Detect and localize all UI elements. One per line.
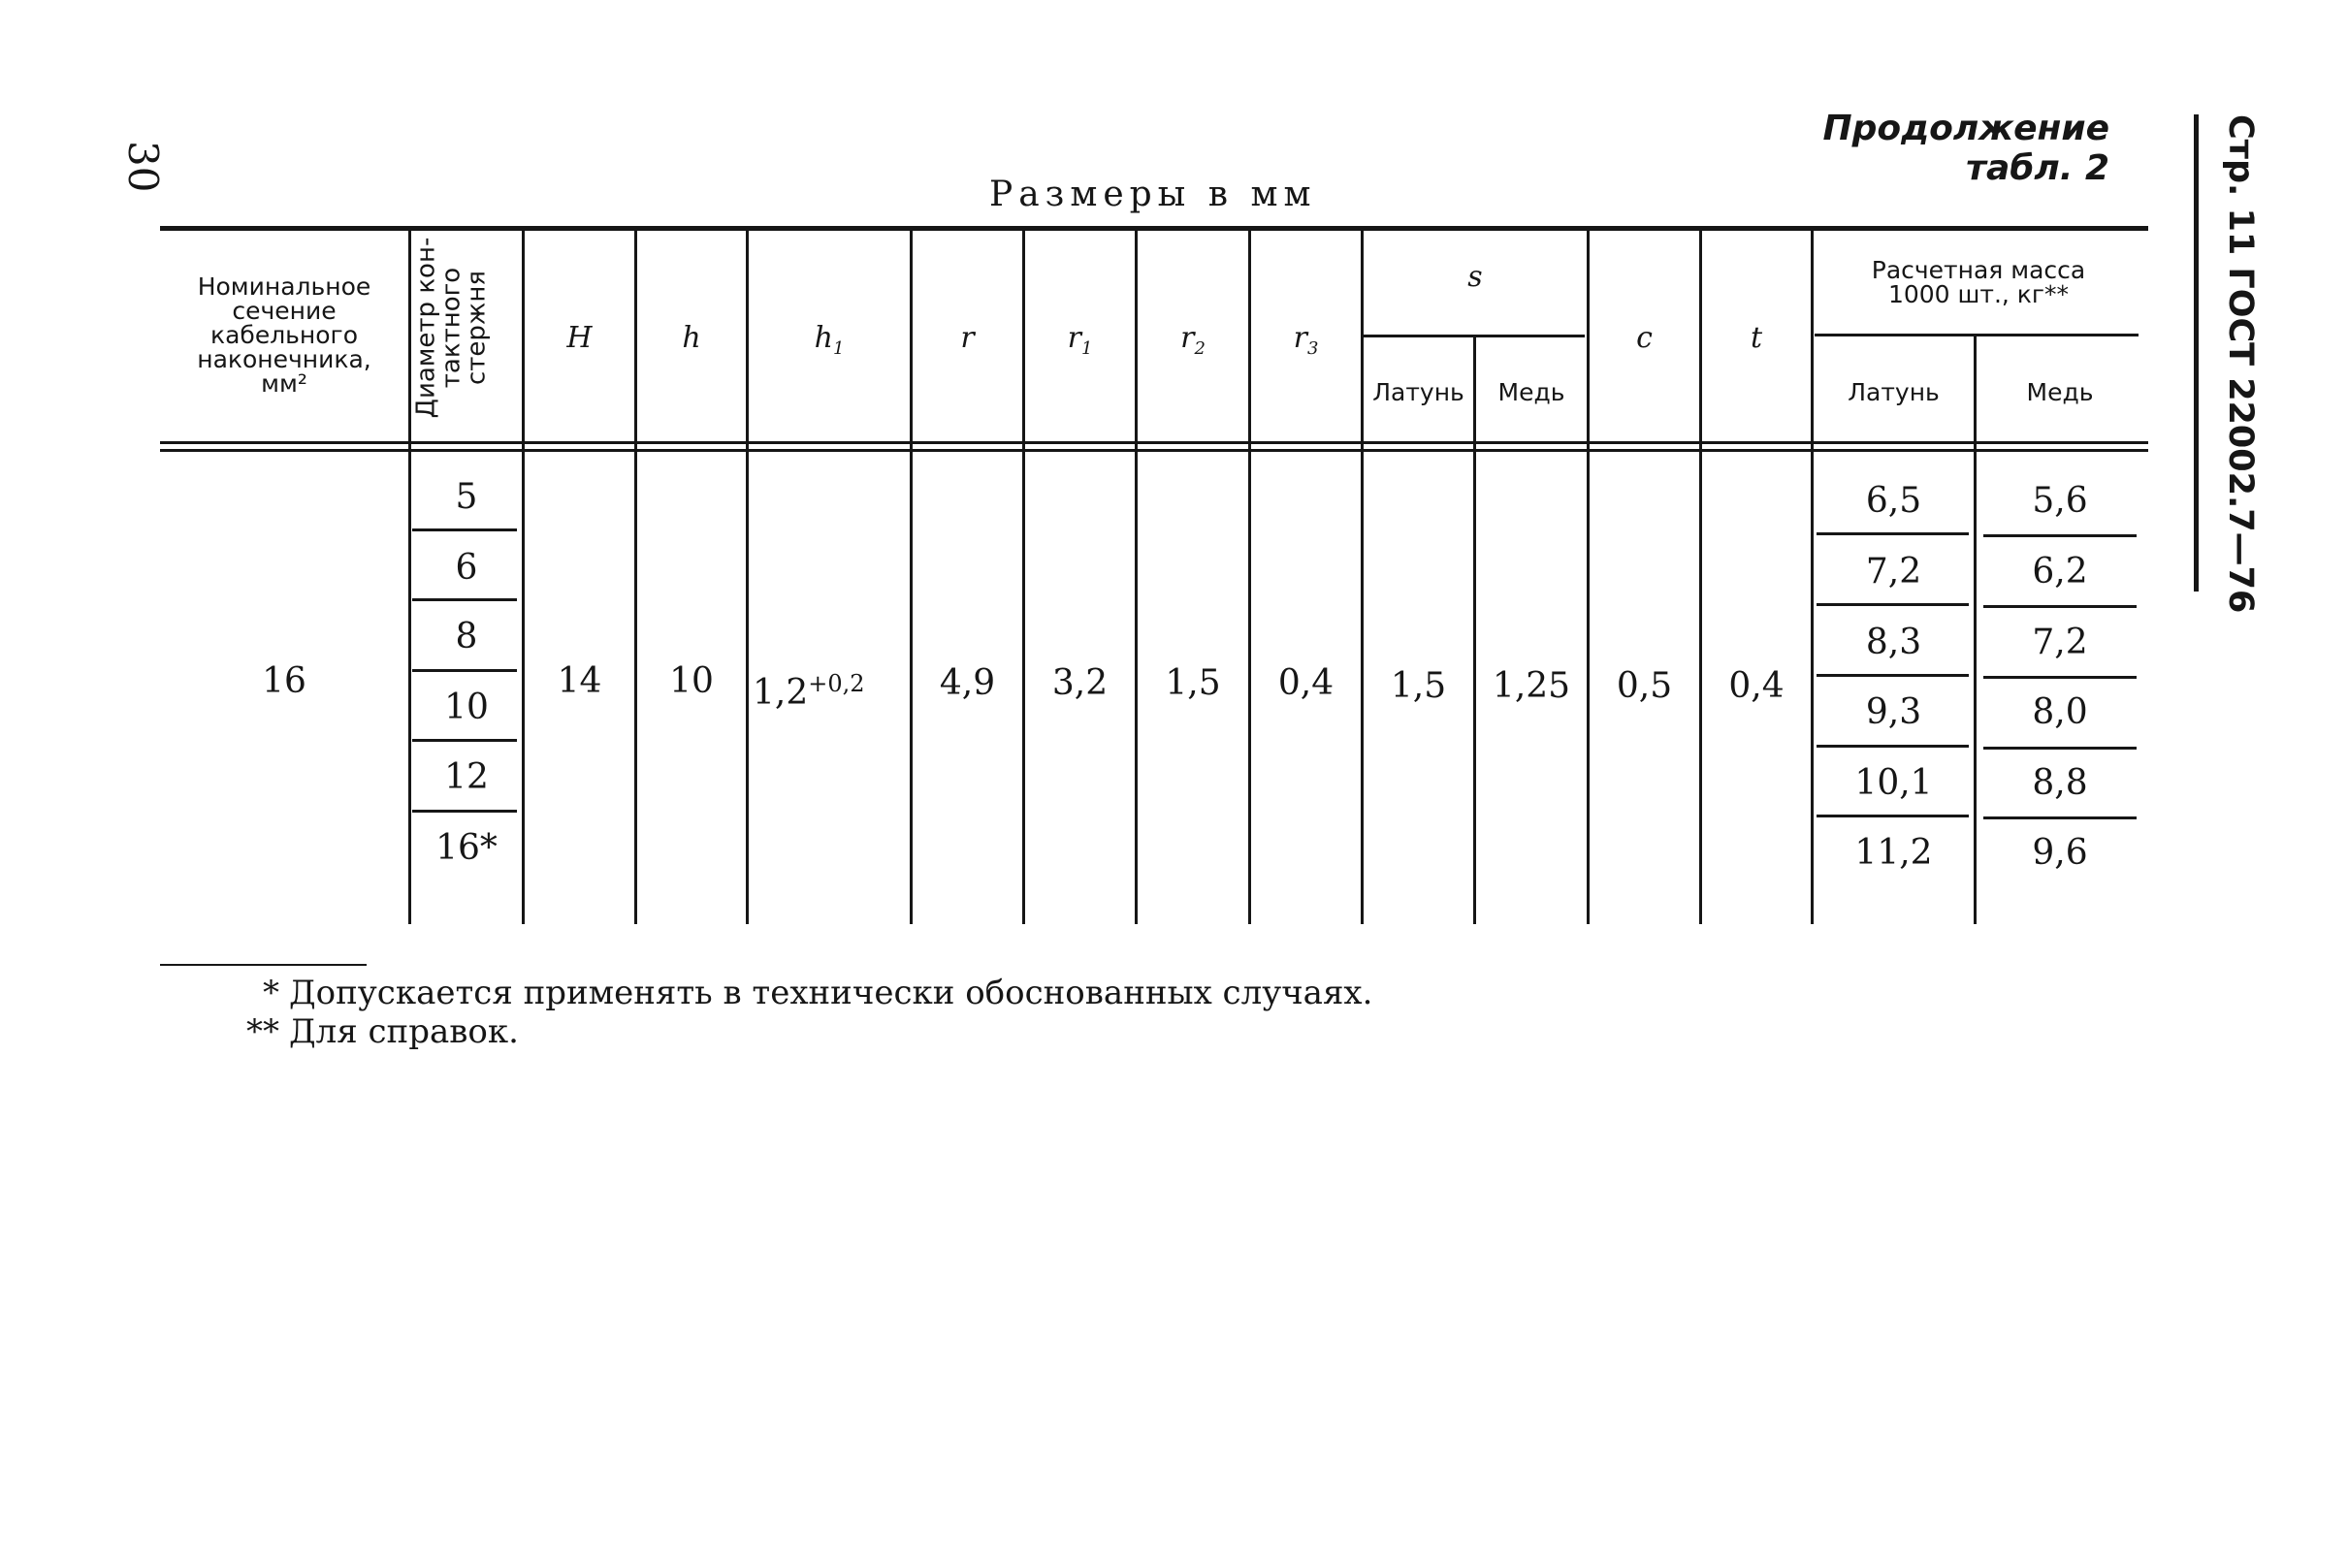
header-h: h bbox=[682, 321, 701, 355]
copper-row-rule-5 bbox=[1983, 816, 2137, 819]
cell-mass-brass: 10,1 bbox=[1854, 763, 1933, 803]
cell-h1 bbox=[753, 664, 910, 713]
footnote-text: Для справок. bbox=[289, 1012, 519, 1051]
cell-nominal-section: 16 bbox=[262, 661, 306, 701]
cell-diameter: 10 bbox=[444, 688, 489, 727]
cell-mass-brass: 8,3 bbox=[1865, 623, 1922, 662]
header-r2-base: r bbox=[1180, 321, 1195, 355]
col-line-9 bbox=[1361, 226, 1364, 924]
side-rule bbox=[2194, 114, 2199, 592]
header-r3-sub: 3 bbox=[1306, 338, 1319, 359]
header-diameter-line-3: стержня bbox=[462, 270, 492, 386]
cell-t: 0,4 bbox=[1728, 666, 1785, 706]
diam-row-rule-1 bbox=[412, 528, 517, 531]
cell-diameter: 6 bbox=[455, 548, 478, 588]
cell-mass-brass: 6,5 bbox=[1865, 481, 1922, 521]
cell-diameter: 8 bbox=[455, 617, 478, 656]
header-mass bbox=[1814, 258, 2143, 306]
header-h1-base: h bbox=[814, 321, 833, 355]
diam-row-rule-3 bbox=[412, 669, 517, 672]
cell-s-brass: 1,5 bbox=[1390, 666, 1447, 706]
header-mass-copper: Медь bbox=[2026, 378, 2094, 406]
footnote-rule bbox=[160, 964, 367, 966]
cell-r3: 0,4 bbox=[1277, 663, 1335, 703]
footnote-text: Допускается применять в технически обоснованных случаях. bbox=[289, 974, 1373, 1012]
header-nominal-line-2: сечение bbox=[232, 297, 337, 325]
header-h1 bbox=[749, 321, 910, 359]
cell-h1-tolerance: +0,2 bbox=[808, 670, 865, 697]
header-H: H bbox=[566, 321, 593, 355]
brass-row-rule-2 bbox=[1817, 603, 1969, 606]
cell-mass-brass: 7,2 bbox=[1865, 552, 1922, 592]
header-diameter-line-1: Диаметр кон- bbox=[411, 237, 441, 419]
diam-row-rule-2 bbox=[412, 598, 517, 601]
cell-r2: 1,5 bbox=[1165, 663, 1221, 703]
footnote-mark: ** bbox=[246, 1012, 279, 1051]
cell-mass-copper: 8,8 bbox=[2032, 763, 2088, 803]
header-r1 bbox=[1025, 321, 1135, 359]
cell-r: 4,9 bbox=[939, 663, 996, 703]
diam-row-rule-4 bbox=[412, 739, 517, 742]
header-r1-sub: 1 bbox=[1080, 338, 1093, 359]
brass-row-rule-1 bbox=[1817, 532, 1969, 535]
cell-s-copper: 1,25 bbox=[1492, 666, 1571, 706]
cell-h1-base: 1,2 bbox=[753, 673, 809, 713]
header-mass-line-2: 1000 шт., кг** bbox=[1887, 280, 2070, 308]
footnote-mark: * bbox=[263, 974, 279, 1012]
cell-mass-copper: 8,0 bbox=[2032, 692, 2088, 732]
mass-subheader-rule bbox=[1815, 334, 2139, 336]
cell-diameter: 16* bbox=[435, 828, 498, 868]
header-rule-1 bbox=[160, 441, 2148, 444]
header-r2 bbox=[1138, 321, 1248, 359]
header-nominal-line-4: наконечника, bbox=[197, 345, 371, 373]
brass-row-rule-4 bbox=[1817, 745, 1969, 748]
cell-mass-copper: 7,2 bbox=[2032, 623, 2088, 662]
header-s-copper: Медь bbox=[1497, 378, 1565, 406]
header-diameter-line-2: тактного bbox=[436, 267, 466, 389]
copper-row-rule-3 bbox=[1983, 676, 2137, 679]
cell-mass-brass: 9,3 bbox=[1865, 692, 1922, 732]
header-rule-2 bbox=[160, 449, 2148, 452]
header-r3 bbox=[1251, 321, 1361, 359]
page-number: 30 bbox=[119, 141, 167, 193]
header-nominal-line-5: мм² bbox=[261, 369, 307, 398]
header-s-brass: Латунь bbox=[1372, 378, 1464, 406]
diam-row-rule-5 bbox=[412, 810, 517, 813]
cell-mass-copper: 6,2 bbox=[2032, 552, 2088, 592]
continuation-title: Продолжение табл. 2 bbox=[1822, 109, 2109, 188]
cell-r1: 3,2 bbox=[1051, 663, 1109, 703]
header-rod-diameter bbox=[393, 226, 509, 430]
header-t: t bbox=[1750, 321, 1763, 355]
header-nominal-line-1: Номинальное bbox=[197, 272, 371, 301]
header-nominal-section bbox=[163, 274, 405, 396]
header-r3-base: r bbox=[1293, 321, 1307, 355]
cell-diameter: 12 bbox=[444, 757, 489, 797]
header-c: c bbox=[1636, 321, 1653, 355]
cell-mass-copper: 9,6 bbox=[2032, 833, 2088, 873]
col-line-10 bbox=[1473, 335, 1476, 924]
header-r1-base: r bbox=[1067, 321, 1081, 355]
header-r: r bbox=[960, 321, 975, 355]
cell-mass-copper: 5,6 bbox=[2032, 481, 2088, 521]
header-nominal-line-3: кабельного bbox=[209, 321, 358, 349]
header-r2-sub: 2 bbox=[1194, 338, 1206, 359]
copper-row-rule-4 bbox=[1983, 747, 2137, 750]
copper-row-rule-2 bbox=[1983, 605, 2137, 608]
brass-row-rule-3 bbox=[1817, 674, 1969, 677]
cell-diameter: 5 bbox=[455, 477, 478, 517]
cell-mass-brass: 11,2 bbox=[1854, 833, 1933, 873]
copper-row-rule-1 bbox=[1983, 534, 2137, 537]
cell-c: 0,5 bbox=[1616, 666, 1673, 706]
header-h1-sub: 1 bbox=[832, 338, 845, 359]
header-mass-line-1: Расчетная масса bbox=[1871, 256, 2086, 284]
brass-row-rule-5 bbox=[1817, 815, 1969, 817]
side-running-title: Стр. 11 ГОСТ 22002.7—76 bbox=[2221, 114, 2260, 614]
header-mass-brass: Латунь bbox=[1848, 378, 1940, 406]
units-caption: Размеры в мм bbox=[989, 175, 1317, 214]
cell-H: 14 bbox=[557, 661, 602, 701]
header-s: s bbox=[1467, 260, 1483, 294]
cell-h: 10 bbox=[669, 661, 714, 701]
